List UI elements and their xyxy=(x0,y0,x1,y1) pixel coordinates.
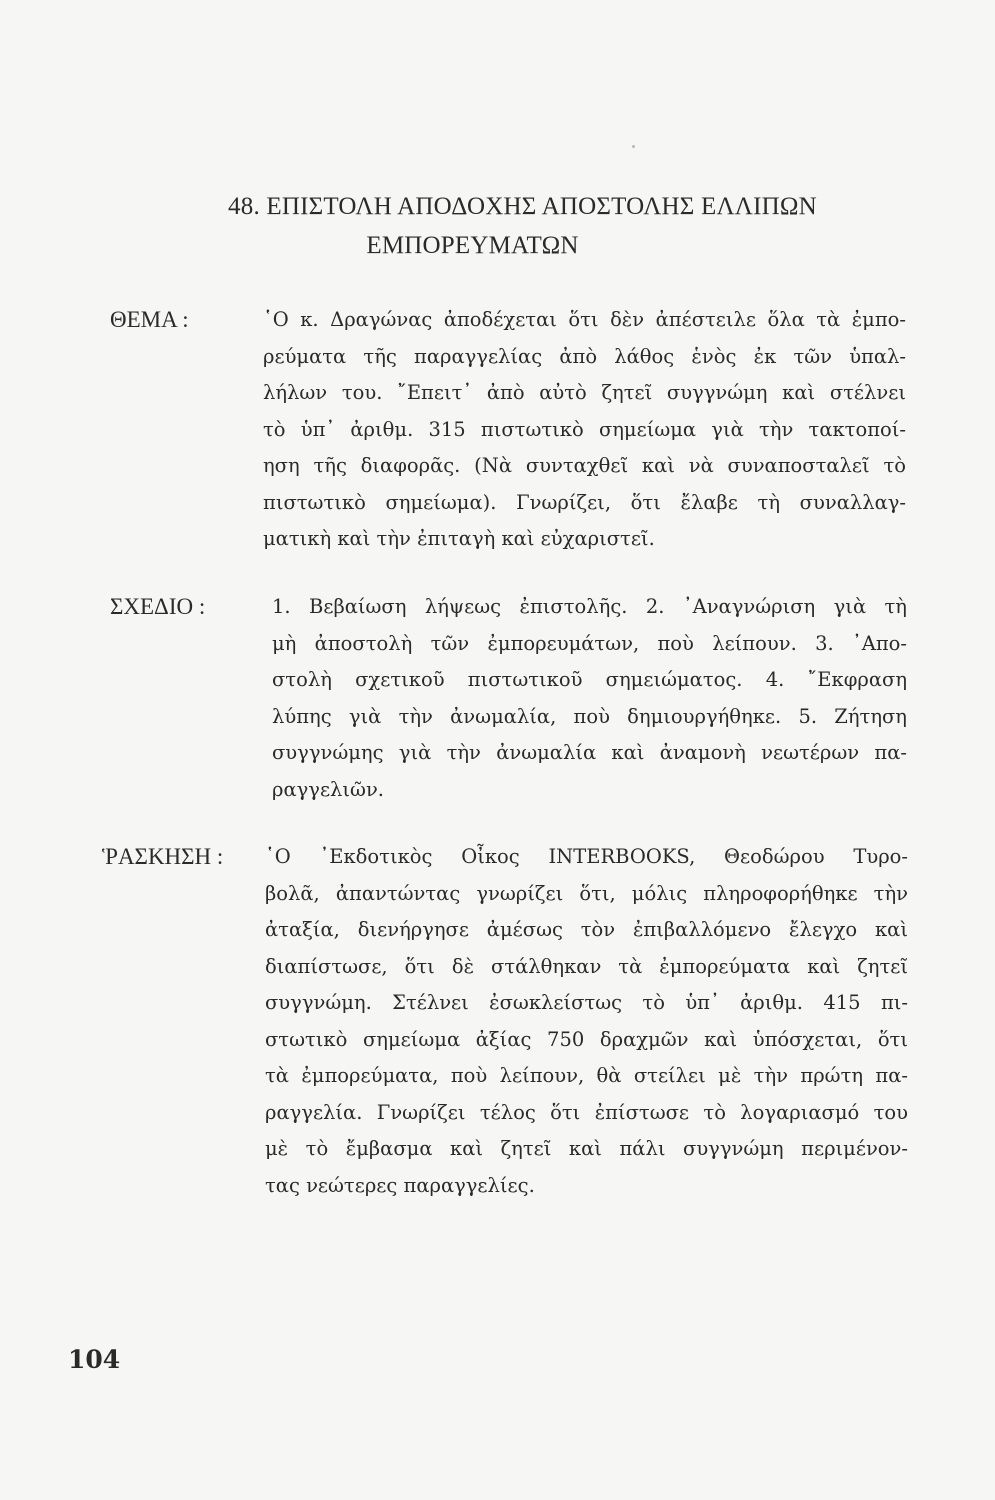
text-line: ῾Ο κ. Δραγώνας ἀποδέχεται ὅτι δὲν ἀπέστειλε ὅλα τὰ ἐμπο- xyxy=(263,308,906,331)
askisi-text xyxy=(265,839,908,1204)
page-title-continued: ΕΜΠΟΡΕΥΜΑΤΩΝ xyxy=(366,232,579,259)
text-line: βολᾶ, ἀπαντώντας γνωρίζει ὅτι, μόλις πληροφορήθηκε τὴν xyxy=(265,881,908,905)
text-line: μὴ ἀποστολὴ τῶν ἐμπορευμάτων, ποὺ λείπουν. 3. ᾿Απο- xyxy=(272,631,907,655)
schedio-text xyxy=(272,589,907,808)
text-line: πιστωτικὸ σημείωμα). Γνωρίζει, ὅτι ἔλαβε τὴ συναλλαγ- xyxy=(263,490,906,514)
text-line: ματικὴ καὶ τὴν ἐπιταγὴ καὶ εὐχαριστεῖ. xyxy=(263,527,655,550)
text-line: λήλων του. ῎Επειτ᾽ ἀπὸ αὐτὸ ζητεῖ συγγνώμη καὶ στέλνει xyxy=(263,381,906,404)
text-line: ῾Ο ᾿Εκδοτικὸς Οἶκος INTERBOOKS, Θεοδώρου Τυρο- xyxy=(265,845,908,868)
text-line: 1. Βεβαίωση λήψεως ἐπιστολῆς. 2. ᾿Αναγνώριση γιὰ τὴ xyxy=(272,595,907,618)
text-line: συγγνώμη. Στέλνει ἐσωκλείστως τὸ ὑπ᾽ ἀριθμ. 415 πι- xyxy=(265,991,908,1014)
text-line: ραγγελία. Γνωρίζει τέλος ὅτι ἐπίστωσε τὸ λογαριασμό του xyxy=(265,1100,908,1124)
text-line: στωτικὸ σημείωμα ἀξίας 750 δραχμῶν καὶ ὑπόσχεται, ὅτι xyxy=(265,1027,908,1051)
text-line: ηση τῆς διαφορᾶς. (Νὰ συνταχθεῖ καὶ νὰ συναποσταλεῖ τὸ xyxy=(263,454,906,477)
thema-text xyxy=(263,302,906,558)
page-title: 48. ΕΠΙΣΤΟΛΗ ΑΠΟΔΟΧΗΣ ΑΠΟΣΤΟΛΗΣ ΕΛΛΙΠΩΝ xyxy=(228,193,817,220)
schedio-label: ΣΧΕΔΙΟ : xyxy=(110,594,206,619)
page-number: 104 xyxy=(68,1345,121,1374)
thema-label: ΘΕΜΑ : xyxy=(110,307,189,332)
text-line: ἀταξία, διενήργησε ἀμέσως τὸν ἐπιβαλλόμενο ἔλεγχο καὶ xyxy=(265,918,908,941)
text-line: τὰ ἐμπορεύματα, ποὺ λείπουν, θὰ στείλει μὲ τὴν πρώτη πα- xyxy=(265,1064,908,1087)
text-line: συγγνώμης γιὰ τὴν ἀνωμαλία καὶ ἀναμονὴ νεωτέρων πα- xyxy=(272,741,907,764)
print-speck xyxy=(632,145,635,148)
text-line: διαπίστωσε, ὅτι δὲ στάλθηκαν τὰ ἐμπορεύματα καὶ ζητεῖ xyxy=(265,954,908,978)
text-line: τὸ ὑπ᾽ ἀριθμ. 315 πιστωτικὸ σημείωμα γιὰ τὴν τακτοποί- xyxy=(263,417,906,441)
askisi-label: ῬΑΣΚΗΣΗ : xyxy=(102,844,224,869)
text-line: ρεύματα τῆς παραγγελίας ἀπὸ λάθος ἑνὸς ἐκ τῶν ὑπαλ- xyxy=(263,344,906,368)
text-line: στολὴ σχετικοῦ πιστωτικοῦ σημειώματος. 4. ῎Εκφραση xyxy=(272,668,907,691)
text-line: μὲ τὸ ἔμβασμα καὶ ζητεῖ καὶ πάλι συγγνώμη περιμένον- xyxy=(265,1137,908,1160)
text-line: τας νεώτερες παραγγελίες. xyxy=(265,1173,535,1197)
text-line: λύπης γιὰ τὴν ἀνωμαλία, ποὺ δημιουργήθηκε. 5. Ζήτηση xyxy=(272,704,907,728)
text-line: ραγγελιῶν. xyxy=(272,777,385,801)
